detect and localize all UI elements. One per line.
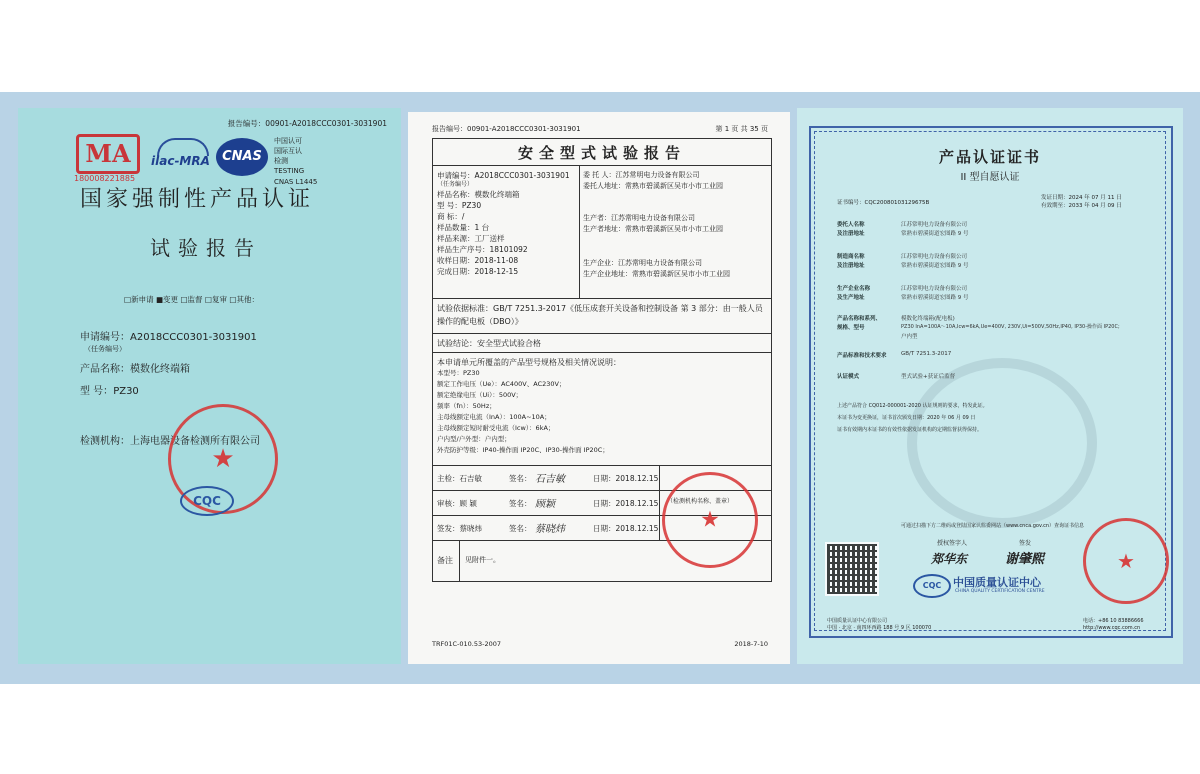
cqc-watermark bbox=[907, 358, 1097, 528]
signatory-label: 授权签字人 bbox=[937, 540, 968, 547]
official-seal: ★ bbox=[168, 404, 278, 514]
issuer-label: 签发 bbox=[1019, 540, 1032, 547]
cnas-logo: CNAS bbox=[216, 138, 268, 176]
signature-2: 谢肇熙 bbox=[1005, 552, 1045, 567]
qr-code bbox=[825, 542, 879, 596]
signature-row-reviewer: 审核：顾 颖 签名： 顾颖 日期：2018.12.15 bbox=[433, 491, 771, 516]
certification-seal: ★ bbox=[1083, 518, 1169, 604]
page-number: 第 1 页 共 35 页 bbox=[715, 125, 768, 133]
task-number: （任务编号） bbox=[84, 345, 126, 353]
product-specifications: 本申请单元所覆盖的产品型号规格及相关情况说明： 本型号：PZ30 额定工作电压（Ue）：AC400V、AC230V； 额定绝缘电压（Ui）：500V； 频率（fn）：50Hz； 主母线额定电流（InA）：100A~10A； 主母线额定短时耐受电流（Icw）：6kA； 户内型/户外型：户内型； 外壳防护等级：IP40-操作面 IP20C、IP30-操作面 IP20C； bbox=[437, 358, 621, 454]
remark-row: 备注 见附件一。 bbox=[433, 541, 771, 581]
ma-logo: MA bbox=[76, 134, 140, 174]
form-date: 2018-7-10 bbox=[734, 640, 768, 648]
lab-seal: ★ bbox=[662, 472, 758, 568]
footer-address: 中国质量认证中心有限公司 中国 · 北京 · 南四环西路 188 号 9 区 100070 bbox=[827, 618, 932, 631]
test-conclusion: 试验结论：安全型式试验合格 bbox=[437, 339, 541, 348]
organization-name: 中国质量认证中心 bbox=[953, 576, 1041, 589]
model: 型 号：PZ30 bbox=[80, 386, 139, 397]
ma-number: 180008221885 bbox=[74, 174, 136, 183]
certificate-title: 产品认证证书 bbox=[938, 148, 1041, 166]
application-type-checkboxes: □新申请 ■变更 □监督 □复审 □其他： bbox=[124, 295, 259, 304]
certificate-number: 证书编号：CQC20080103129675B bbox=[837, 200, 930, 206]
certificate-subtitle: II 型自愿认证 bbox=[960, 172, 1020, 183]
signature-1: 郑华东 bbox=[931, 552, 968, 566]
footer-contact: 电话：+86 10 83886666 http://www.cqc.com.cn bbox=[1083, 618, 1144, 631]
signature-row-issuer: 签发：蔡晓炜 签名： 蔡晓炜 日期：2018.12.15 （检测机构名称、盖章） bbox=[433, 516, 771, 541]
product-certificate: 产品认证证书 II 型自愿认证 证书编号：CQC20080103129675B 发证日期：2024 年 07 月 11 日 有效期至：2033 年 04 月 09 日 委托人名称 江苏常明电力设备有限公司 及注册地址 常熟市碧溪街道宏图路 9 号 制造商名称 江苏常明电力设备有限公司 及注册地址 常熟市碧溪街道宏图路 9 号 生产企业名称 江苏常明电力设备有限公司 及生产地址 常熟市碧溪街道宏图路 9 号 产品名称和系列、 模数化终端箱(配电板) 规格、型号 PZ30 InA=100A～10A,Icw=6kA,Ue=400V, 230V,Ui=500V,50Hz,IP40, IP30-操作面 IP20C; 户内型 产品标准和技术要求 GB/T 7251.3-2017 认证模式 型式试验+获证后监督 上述产品符合 CQ012-000001-2020 认证规则的要求，特发此证。 本证书为变更换证，证书首次颁发日期：2020 年 06 月 09 日 证书有效期内本证书的有效性依据发证机构的定期监督获得保持。 可通过扫描下方二维码或登陆国家认监委网站（www.cnca.gov.cn）查询证书信息 授权签字人 签发 郑华东 谢肇熙 CQC 中国质量认证中心 CHINA QUALITY CERTIFICATION CENTRE ★ 中国质量认证中心有限公司 中国 · 北京 · 南四环西路 188 号 9 区 100070 电话：+86 10 83886666 http://www.cqc.com.cn bbox=[797, 108, 1183, 664]
applicant-info: 委 托 人：江苏常明电力设备有限公司 委托人地址：常熟市碧溪新区吴市小市工业园 生产者：江苏常明电力设备有限公司 生产者地址：常熟市碧溪新区吴市小市工业园 生产企业：江苏常明电力设备有限公司 生产企业地址：常熟市碧溪新区吴市小市工业园 bbox=[583, 171, 730, 278]
report-title: 安全型式试验报告 bbox=[517, 144, 686, 162]
cnas-code: CNAS L1445 bbox=[274, 178, 318, 186]
cqc-logo: CQC bbox=[180, 486, 234, 516]
test-report-cover bbox=[18, 108, 401, 664]
report-title-2: 试验报告 bbox=[150, 236, 262, 260]
report-title-1: 国家强制性产品认证 bbox=[80, 187, 315, 212]
signature-row-inspector: 主检：石吉敏 签名： 石吉敏 日期：2018.12.15 bbox=[433, 466, 771, 491]
seal-note: （检测机构名称、盖章） bbox=[667, 498, 734, 505]
ilac-mra-logo: ilac-MRA bbox=[151, 138, 211, 178]
sample-info: 申请编号：A2018CCC0301-3031901 （任务编号） 样品名称：模数化终端箱 型 号：PZ30 商 标：/ 样品数量：1 台 样品来源：工厂送样 样品生产序号：18101092 收样日期：2018-11-08 完成日期：2018-12-15 bbox=[437, 171, 570, 276]
organization-name-en: CHINA QUALITY CERTIFICATION CENTRE bbox=[955, 589, 1045, 594]
form-code: TRF01C-010.53-2007 bbox=[432, 640, 502, 648]
testing-lab: 检测机构：上海电器设备检测所有限公司 bbox=[80, 436, 260, 447]
report-number: 报告编号：00901-A2018CCC0301-3031901 bbox=[432, 125, 581, 133]
cnas-text: 中国认可 国际互认 检测 TESTING bbox=[274, 137, 305, 175]
certificate-dates: 发证日期：2024 年 07 月 11 日 有效期至：2033 年 04 月 09 日 bbox=[1041, 195, 1122, 209]
test-standard: 试验依据标准：GB/T 7251.3-2017《低压成套开关设备和控制设备 第 3 部分：由一般人员操作的配电板（DBO）》 bbox=[437, 304, 763, 326]
certificate-notes: 上述产品符合 CQ012-000001-2020 认证规则的要求，特发此证。 本证书为变更换证，证书首次颁发日期：2020 年 06 月 09 日 证书有效期内本证书的有效性依据发证机构的定期监督获得保持。 bbox=[837, 403, 988, 433]
report-number: 报告编号：00901-A2018CCC0301-3031901 bbox=[227, 119, 387, 128]
application-number: 申请编号：A2018CCC0301-3031901 bbox=[80, 332, 257, 343]
safety-type-test-report bbox=[408, 112, 790, 664]
verification-note: 可通过扫描下方二维码或登陆国家认监委网站（www.cnca.gov.cn）查询证书信息 bbox=[901, 523, 1085, 529]
product-name: 产品名称：模数化终端箱 bbox=[80, 364, 190, 375]
cqc-logo: CQC bbox=[913, 574, 951, 598]
